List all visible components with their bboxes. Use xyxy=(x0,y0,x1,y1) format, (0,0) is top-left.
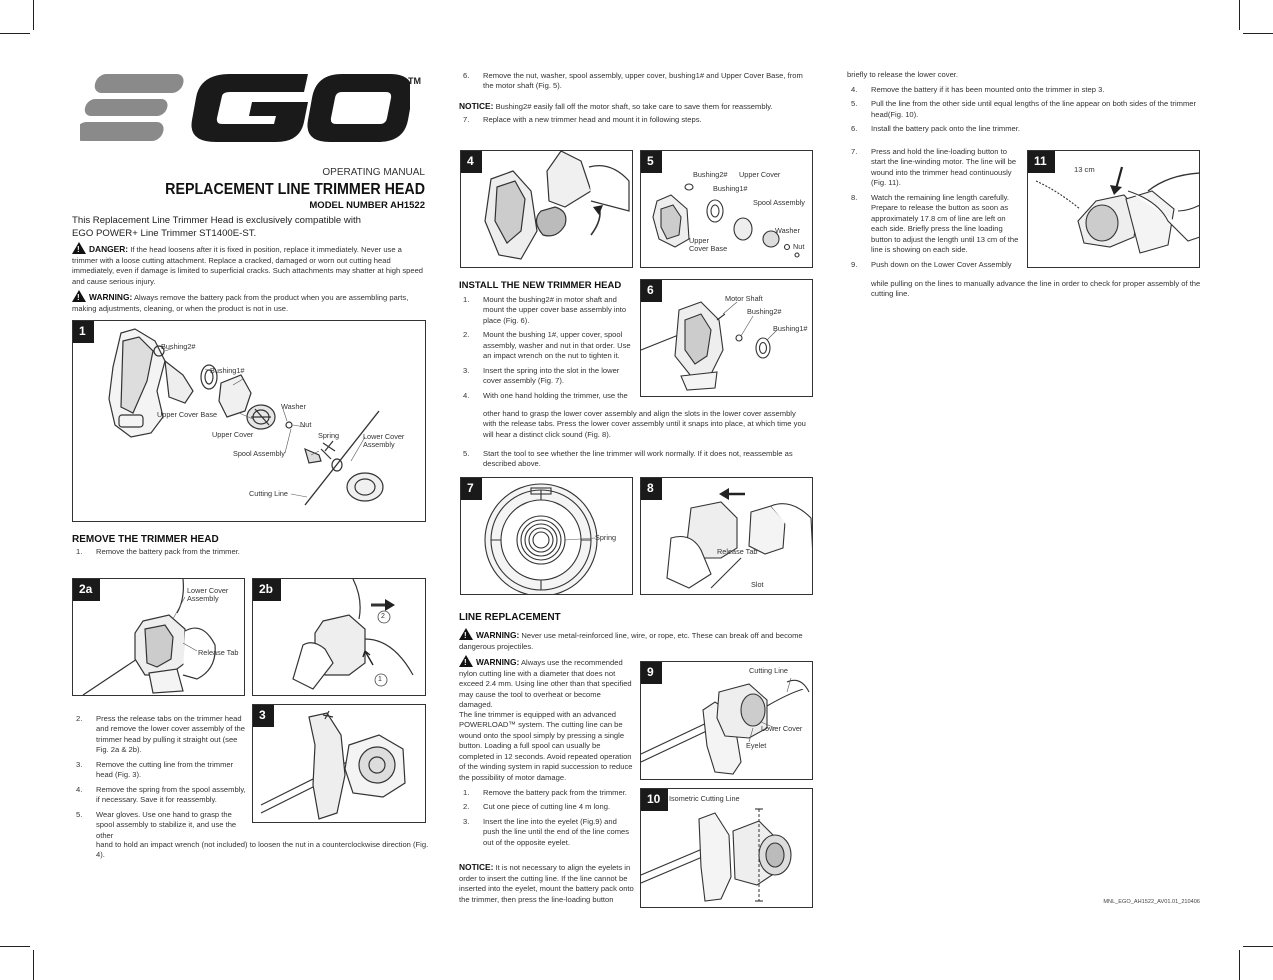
warning-label: WARNING: xyxy=(476,657,520,667)
list-item: 4. Remove the spring from the spool assembly, if necessary. Save it for reassembly. xyxy=(76,784,246,805)
powerload-paragraph: The line trimmer is equipped with an advanced POWERLOAD™ system. The cutting line can be wound onto the spool simply by pressing a single button. Loading a full spool can usually be completed in 12 seconds. Avoid repeated operation of the winding system in rapid succession to reduce the possibility of motor damage. xyxy=(459,710,633,782)
figure-11 xyxy=(1027,150,1200,268)
callout-cutting-line: Cutting Line xyxy=(749,666,788,675)
figure-number: 11 xyxy=(1028,151,1055,173)
notice-text: It is not necessary to align the eyelets in order to insert the cutting line. If the line cannot be inserted into the eyelet, mount the battery pack onto the trimmer, then press the line-loading button xyxy=(459,863,634,904)
figure-9 xyxy=(640,661,813,780)
list-item: 1. Mount the bushing2# in motor shaft and mount the upper cover base assembly into place (Fig. 6). xyxy=(463,295,627,325)
list-item: 3. Insert the spring into the slot in the lower cover assembly (Fig. 7). xyxy=(463,365,620,386)
list-item: 6. Install the battery pack onto the line trimmer. xyxy=(851,124,1020,134)
crop-mark xyxy=(33,0,34,30)
callout-slot: Slot xyxy=(751,580,764,589)
figure-4 xyxy=(460,150,633,268)
warning-block-1 xyxy=(72,290,425,314)
callout-bushing2: Bushing2# xyxy=(693,170,728,179)
warning-block-2 xyxy=(459,628,811,652)
heading-line-replacement: LINE REPLACEMENT xyxy=(459,612,561,623)
list-item: 5. Pull the line from the other side until equal lengths of the line appear on both sides of the trimmer head(Fig. 10). xyxy=(851,99,1197,119)
warning-triangle-icon xyxy=(459,628,473,640)
callout-bushing2: Bushing2# xyxy=(747,307,782,316)
list-item: 9. Push down on the Lower Cover Assembly xyxy=(851,259,1012,269)
remove-step-7 xyxy=(459,115,811,129)
line-replacement-steps-continued xyxy=(847,85,1207,139)
figure-5-exploded xyxy=(640,150,813,268)
warning-triangle-icon xyxy=(72,290,86,302)
notice-label: NOTICE: xyxy=(459,101,494,111)
figure-2b xyxy=(252,578,426,696)
remove-step-5-continued: hand to hold an impact wrench (not included) to loosen the nut in a counterclockwise direction (Fig. 4). xyxy=(96,840,429,860)
crop-mark xyxy=(1243,946,1273,947)
operating-manual-label: OPERATING MANUAL xyxy=(322,167,425,178)
callout-nut: Nut xyxy=(300,420,312,429)
figure-number: 5 xyxy=(641,151,662,173)
callout-bushing1: Bushing1# xyxy=(210,366,245,375)
figure-number: 8 xyxy=(641,478,662,500)
crop-mark xyxy=(33,950,34,980)
callout-eyelet: Eyelet xyxy=(746,741,767,750)
list-item: 8. Watch the remaining line length carefully. Prepare to release the button as soon as approximately 17.8 cm of line are left on each side. Briefly press the line loading button to adjust the length until 13 cm of the line is showing on each side. xyxy=(851,192,1019,255)
callout-lower-cover-assembly: Lower Cover Assembly xyxy=(363,432,405,450)
callout-lower-cover-assembly: Lower Cover Assembly xyxy=(187,586,229,604)
list-item: 6. Remove the nut, washer, spool assembly, upper cover, bushing1# and Upper Cover Base, from the motor shaft (Fig. 5). xyxy=(463,71,803,91)
list-item: 4. With one hand holding the trimmer, use the xyxy=(463,390,628,400)
heading-install-new-trimmer-head: INSTALL THE NEW TRIMMER HEAD xyxy=(459,280,622,291)
install-steps-1 xyxy=(459,295,633,401)
crop-mark xyxy=(0,946,30,947)
list-item: 2. Mount the bushing 1#, upper cover, spool assembly, washer and nut in that order. Use an impact wrench on the nut to tighten it. xyxy=(463,330,631,361)
compat-line-2: EGO POWER+ Line Trimmer ST1400E-ST. xyxy=(72,228,257,239)
list-item: 5. Start the tool to see whether the line trimmer will work normally. If it does not, reassemble as described above. xyxy=(463,449,793,469)
figure-number: 3 xyxy=(253,705,274,727)
callout-bushing2: Bushing2# xyxy=(161,342,196,351)
figure-number: 2b xyxy=(253,579,281,601)
document-code: MNL_EGO_AH1522_AV01.01_210406 xyxy=(1103,899,1200,905)
callout-bushing1: Bushing1# xyxy=(773,324,808,333)
figure-7 xyxy=(460,477,633,595)
list-item: 7. Press and hold the line-loading button to start the line-winding motor. The line will be wound into the trimmer head continuously (Fig. 11). xyxy=(851,147,1017,188)
notice-block-2 xyxy=(459,862,635,905)
step-marker-2: 2 xyxy=(381,613,385,620)
warning-triangle-icon xyxy=(72,242,86,254)
remove-steps-1 xyxy=(72,547,425,561)
callout-upper-cover: Upper Cover xyxy=(212,430,254,439)
install-step-4-continued: other hand to grasp the lower cover assembly and align the slots in the lower cover assembly with the release tabs. Press the lower cover assembly until it snaps into place, at which time you will hear a distinct click sound (Fig. 8). xyxy=(483,409,806,439)
warning-block-3 xyxy=(459,655,634,710)
callout-spring: Spring xyxy=(318,431,340,440)
warning-text: Always use the recommended nylon cutting line with a diameter that does not exceed 2.4 mm. Using line other than that specified may cause the tool to overheat or become damaged. xyxy=(459,658,632,709)
callout-upper-cover: Upper Cover xyxy=(739,170,781,179)
warning-label: WARNING: xyxy=(476,630,520,640)
figure-number: 4 xyxy=(461,151,482,173)
callout-bushing1: Bushing1# xyxy=(713,184,748,193)
list-item: 1. Remove the battery pack from the trimmer. xyxy=(76,547,240,556)
callout-upper-cover-base: Upper Cover Base xyxy=(689,236,728,254)
callout-washer: Washer xyxy=(775,226,800,235)
notice-block-1 xyxy=(459,101,811,113)
figure-number: 6 xyxy=(641,280,662,302)
warning-text: Never use metal-reinforced line, wire, or rope, etc. These can break off and become dangerous projectiles. xyxy=(459,631,803,651)
figure-1-exploded-view xyxy=(72,320,426,522)
callout-spool-assembly: Spool Assembly xyxy=(233,449,285,458)
compat-line-1: This Replacement Line Trimmer Head is exclusively compatible with xyxy=(72,215,361,226)
list-item: 4. Remove the battery if it has been mounted onto the trimmer in step 3. xyxy=(851,85,1105,94)
figure-3 xyxy=(252,704,426,823)
remove-steps-2 xyxy=(72,714,248,841)
callout-release-tab: Release Tab xyxy=(717,547,758,556)
figure-number: 1 xyxy=(73,321,94,343)
figure-number: 2a xyxy=(73,579,100,601)
callout-motor-shaft: Motor Shaft xyxy=(725,294,763,303)
callout-release-tab: Release Tab xyxy=(198,648,239,657)
trademark: TM xyxy=(408,76,421,86)
callout-spool-assembly: Spool Assembly xyxy=(753,198,805,207)
list-item: 2. Press the release tabs on the trimmer head and remove the lower cover assembly of the trimmer head by pulling it straight out (see Fig. 2a & 2b). xyxy=(76,714,245,755)
danger-label: DANGER: xyxy=(89,244,129,254)
callout-isometric-cutting-line: Isometric Cutting Line xyxy=(669,794,740,803)
ego-logo xyxy=(80,72,410,144)
list-item: 5. Wear gloves. Use one hand to grasp the spool assembly to stabilize it, and use the other xyxy=(76,809,237,840)
callout-nut: Nut xyxy=(793,242,805,251)
list-item: 7. Replace with a new trimmer head and mount it in following steps. xyxy=(463,115,702,124)
figure-10 xyxy=(640,788,813,908)
crop-mark xyxy=(0,33,30,34)
list-item: 3. Insert the line into the eyelet (Fig.9) and push the line until the end of the line comes out of the opposite eyelet. xyxy=(463,816,630,847)
crop-mark xyxy=(1239,950,1240,980)
callout-13cm: 13 cm xyxy=(1074,165,1095,174)
step-marker-1: 1 xyxy=(378,676,382,683)
callout-cutting-line: Cutting Line xyxy=(249,489,288,498)
callout-upper-cover-base: Upper Cover Base xyxy=(157,410,218,419)
callout-spring: Spring xyxy=(595,533,617,542)
step-9-continued: while pulling on the lines to manually advance the line in order to check for proper assembly of the cutting line. xyxy=(871,279,1201,299)
figure-number: 9 xyxy=(641,662,662,684)
list-item: 2. Cut one piece of cutting line 4 m long. xyxy=(463,802,611,812)
crop-mark xyxy=(1243,33,1273,34)
figure-number: 10 xyxy=(641,789,668,811)
figure-6 xyxy=(640,279,813,397)
notice-text: Bushing2# easily fall off the motor shaft, so take care to save them for reassembly. xyxy=(495,102,773,111)
danger-text: If the head loosens after it is fixed in position, replace it immediately. Never use a trimmer with a loose cutting attachment. Replace a cracked, damaged or worn out cutting head immediately, even if damage is limited to superficial cracks. Such attachments may shatter at high speed and cause serious injury. xyxy=(72,245,424,286)
install-step-5 xyxy=(459,449,811,474)
warning-text: Always remove the battery pack from the product when you are assembling parts, making adjustments, cleaning, or when the product is not in use. xyxy=(72,293,409,313)
warning-triangle-icon xyxy=(459,655,473,667)
page-title: REPLACEMENT LINE TRIMMER HEAD xyxy=(165,181,425,198)
figure-2a xyxy=(72,578,245,696)
callout-lower-cover: Lower Cover xyxy=(761,724,803,733)
line-replacement-steps-7-9 xyxy=(847,147,1022,270)
figure-number: 7 xyxy=(461,478,482,500)
list-item: 3. Remove the cutting line from the trimmer head (Fig. 3). xyxy=(76,759,234,780)
remove-step-6 xyxy=(459,71,811,96)
notice-label: NOTICE: xyxy=(459,862,494,872)
notice-block-2-continued: briefly to release the lower cover. xyxy=(847,70,959,79)
callout-washer: Washer xyxy=(281,402,306,411)
crop-mark xyxy=(1239,0,1240,30)
warning-label: WARNING: xyxy=(89,292,133,302)
figure-8 xyxy=(640,477,813,595)
model-number: MODEL NUMBER AH1522 xyxy=(309,200,425,211)
list-item: 1. Remove the battery pack from the trimmer. xyxy=(463,788,627,797)
heading-remove-trimmer-head: REMOVE THE TRIMMER HEAD xyxy=(72,534,219,545)
danger-block xyxy=(72,242,425,287)
line-replacement-steps xyxy=(459,788,634,852)
